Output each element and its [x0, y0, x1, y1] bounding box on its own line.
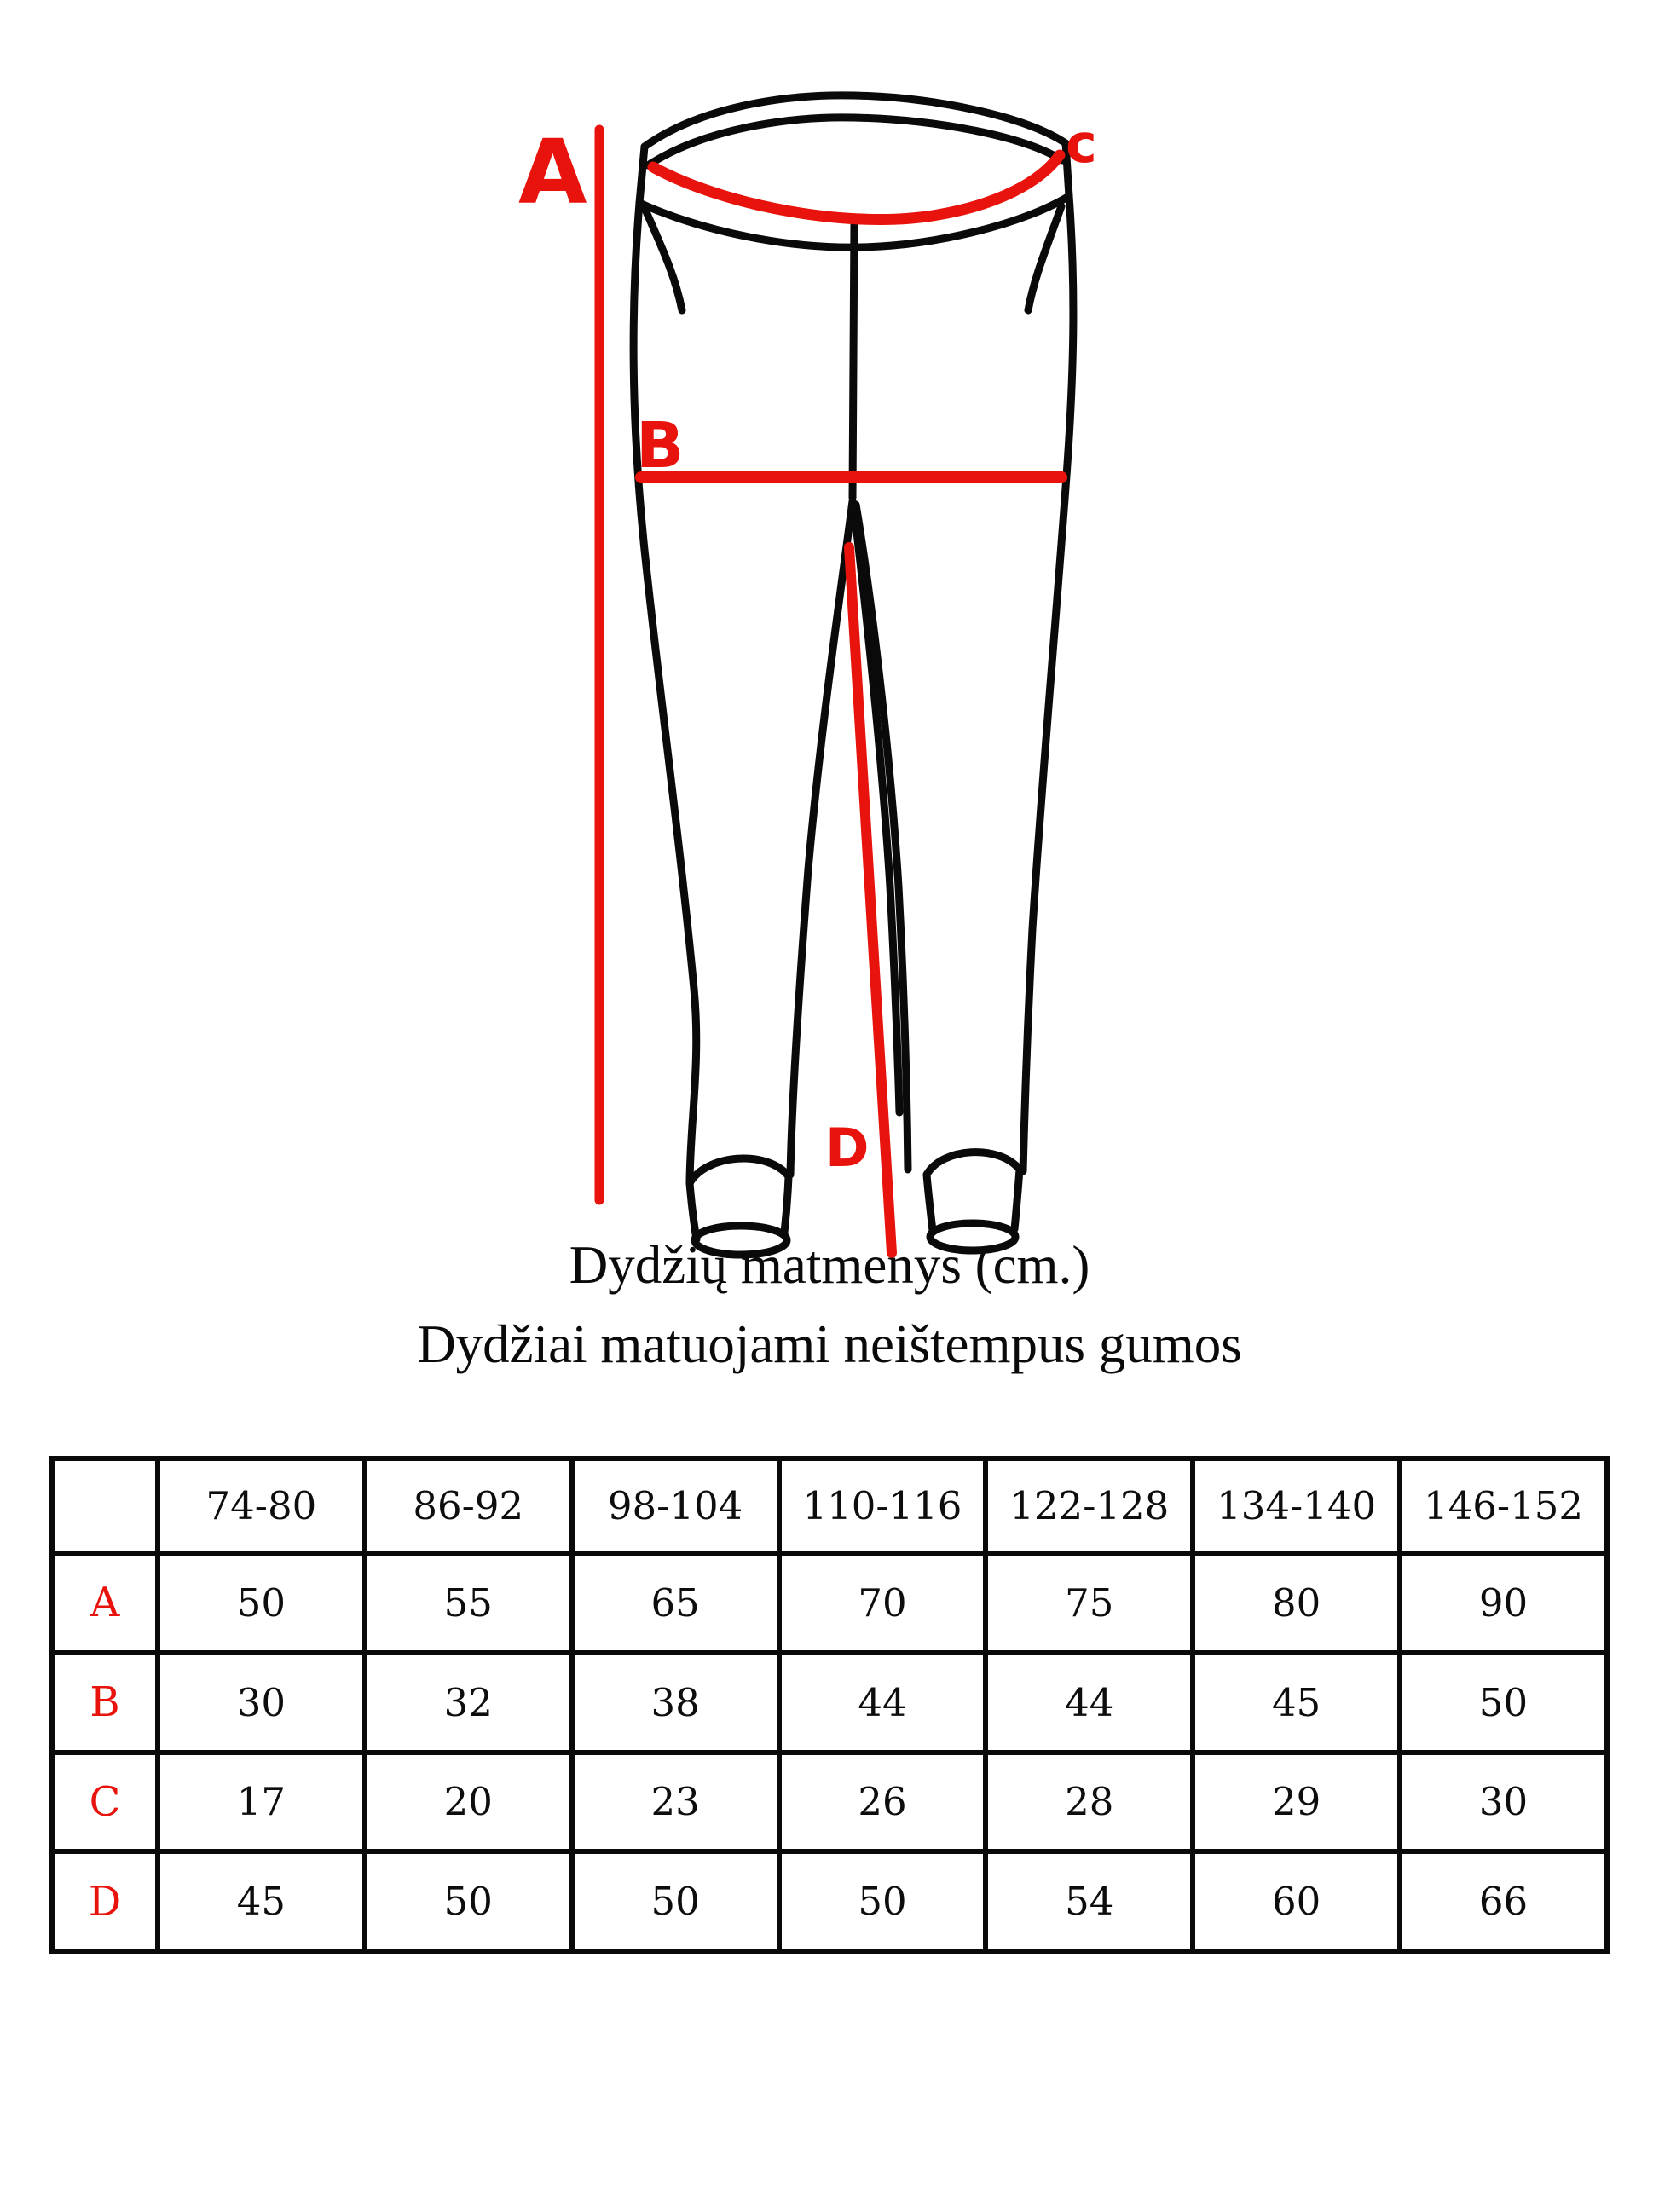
size-header-cell: 86-92 [365, 1458, 572, 1553]
measurement-value-cell: 90 [1400, 1553, 1607, 1653]
size-header-cell: 146-152 [1400, 1458, 1607, 1553]
left-cuff-right-edge [784, 1176, 789, 1233]
caption [0, 1226, 1659, 1384]
measurement-value-cell: 30 [158, 1653, 365, 1753]
measurement-row-a [52, 1553, 1607, 1653]
measurement-value-cell: 45 [158, 1851, 365, 1951]
size-header-cell: 110-116 [779, 1458, 986, 1553]
left-outer-leg-line [633, 203, 697, 1181]
measurement-value-cell: 55 [365, 1553, 572, 1653]
measurement-value-cell: 44 [779, 1653, 986, 1753]
right-cuff-top-line [927, 1152, 1020, 1175]
measurement-value-cell: 32 [365, 1653, 572, 1753]
measurement-curve-c [653, 155, 1060, 220]
measurement-value-cell: 50 [779, 1851, 986, 1951]
size-header-cell: 74-80 [158, 1458, 365, 1553]
measurement-value-cell: 54 [986, 1851, 1193, 1951]
caption-line-1: Dydžių matmenys (cm.) [569, 1235, 1090, 1295]
measurement-value-cell: 20 [365, 1753, 572, 1852]
table-corner-cell [52, 1458, 158, 1553]
measurement-value-cell: 23 [572, 1753, 779, 1852]
measurement-value-cell: 50 [572, 1851, 779, 1951]
measurement-row-label: A [52, 1553, 158, 1653]
measurement-row-c [52, 1753, 1607, 1852]
measurement-label-c: c [1066, 113, 1097, 175]
measurement-row-label: C [52, 1753, 158, 1852]
measurement-value-cell: 65 [572, 1553, 779, 1653]
measurement-label-d: D [825, 1117, 870, 1179]
measurement-value-cell: 70 [779, 1553, 986, 1653]
measurement-value-cell: 60 [1193, 1851, 1400, 1951]
size-header-cell: 134-140 [1193, 1458, 1400, 1553]
measurement-value-cell: 75 [986, 1553, 1193, 1653]
measurement-row-label: B [52, 1653, 158, 1753]
left-inner-leg-line [790, 501, 853, 1175]
pocket-right-line [1028, 206, 1061, 310]
caption-line-2: Dydžiai matuojami neištempus gumos [417, 1314, 1242, 1374]
center-seam-line [853, 223, 854, 498]
right-outer-leg-line [1023, 196, 1073, 1171]
measurement-value-cell: 50 [1400, 1653, 1607, 1753]
waistband-top-inner-line [648, 118, 1062, 165]
measurement-value-cell: 38 [572, 1653, 779, 1753]
measurement-value-cell: 30 [1400, 1753, 1607, 1852]
measurement-value-cell: 44 [986, 1653, 1193, 1753]
measurement-value-cell: 80 [1193, 1553, 1400, 1653]
measurement-row-label: D [52, 1851, 158, 1951]
measurement-value-cell: 50 [158, 1553, 365, 1653]
size-header-cell: 98-104 [572, 1458, 779, 1553]
measurement-value-cell: 29 [1193, 1753, 1400, 1852]
measurement-row-b [52, 1653, 1607, 1753]
size-table [49, 1456, 1610, 1954]
size-header-cell: 122-128 [986, 1458, 1193, 1553]
right-cuff-left-edge [927, 1175, 933, 1231]
waistband-left-edge [639, 147, 645, 203]
measurement-value-cell: 45 [1193, 1653, 1400, 1753]
size-header-row [52, 1458, 1607, 1553]
measurement-row-d [52, 1851, 1607, 1951]
measurement-value-cell: 26 [779, 1753, 986, 1852]
left-cuff-top-line [690, 1158, 789, 1183]
measurement-value-cell: 66 [1400, 1851, 1607, 1951]
pocket-left-line [645, 210, 682, 310]
measurement-value-cell: 50 [365, 1851, 572, 1951]
right-cuff-right-edge [1014, 1170, 1020, 1229]
measurement-label-a: A [518, 120, 587, 224]
measurement-value-cell: 28 [986, 1753, 1193, 1852]
measurement-label-b: B [636, 409, 685, 482]
measurement-value-cell: 17 [158, 1753, 365, 1852]
